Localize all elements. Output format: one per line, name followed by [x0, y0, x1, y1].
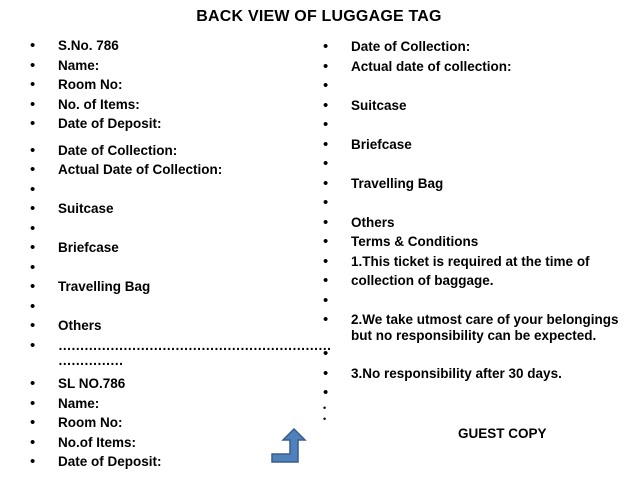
list-item: [30, 258, 330, 278]
list-item: • Others: [30, 316, 330, 336]
list-item: [30, 219, 330, 239]
list-item: • Briefcase: [323, 135, 623, 155]
list-item: [30, 180, 330, 200]
dotted-line: • ………………………………………………………: [30, 336, 330, 356]
list-item: [323, 154, 623, 174]
list-item: • Actual Date of Collection:: [30, 160, 330, 180]
terms-heading: • Terms & Conditions: [323, 232, 623, 252]
list-item: • Date of Deposit:: [30, 114, 330, 134]
list-item: • Room No:: [30, 75, 330, 95]
list-item: [30, 297, 330, 317]
list-item: • Others: [323, 213, 623, 233]
list-item: • Date of Deposit:: [30, 452, 330, 472]
list-item: • Travelling Bag: [323, 174, 623, 194]
list-item: [323, 383, 623, 403]
list-item: [323, 193, 623, 213]
dotted-line-continued: ……………: [58, 353, 123, 368]
list-item: • 2.We take utmost care of your belongings but no responsibility can be expected.: [323, 312, 623, 344]
list-item: [323, 115, 623, 135]
list-item: • Name:: [30, 394, 330, 414]
list-item: • No. of Items:: [30, 95, 330, 115]
list-item: • Suitcase: [323, 96, 623, 116]
list-item: • 1.This ticket is required at the time of: [323, 252, 623, 272]
list-item: • Briefcase: [30, 238, 330, 258]
list-item: • Name:: [30, 56, 330, 76]
list-item: [323, 76, 623, 96]
list-item: • collection of baggage.: [323, 271, 623, 291]
list-item: • Date of Collection:: [323, 37, 623, 57]
list-item: • Travelling Bag: [30, 277, 330, 297]
list-item: • SL NO.786: [30, 374, 330, 394]
list-item: • 3.No responsibility after 30 days.: [323, 364, 623, 384]
list-item: • No.of Items:: [30, 433, 330, 453]
list-item: • Actual date of collection:: [323, 57, 623, 77]
right-column-list: [323, 37, 623, 425]
list-item: [323, 291, 623, 311]
list-item: [323, 344, 623, 364]
list-item: • S.No. 786: [30, 36, 330, 56]
guest-copy-label: GUEST COPY: [458, 426, 547, 441]
list-item: [323, 414, 623, 425]
list-item: • Room No:: [30, 413, 330, 433]
list-item: • Suitcase: [30, 199, 330, 219]
list-item: • Date of Collection:: [30, 141, 330, 161]
list-item: [323, 403, 623, 414]
left-column-list: [30, 36, 330, 472]
bent-arrow-icon: [268, 428, 308, 468]
page-title: BACK VIEW OF LUGGAGE TAG: [196, 8, 442, 25]
